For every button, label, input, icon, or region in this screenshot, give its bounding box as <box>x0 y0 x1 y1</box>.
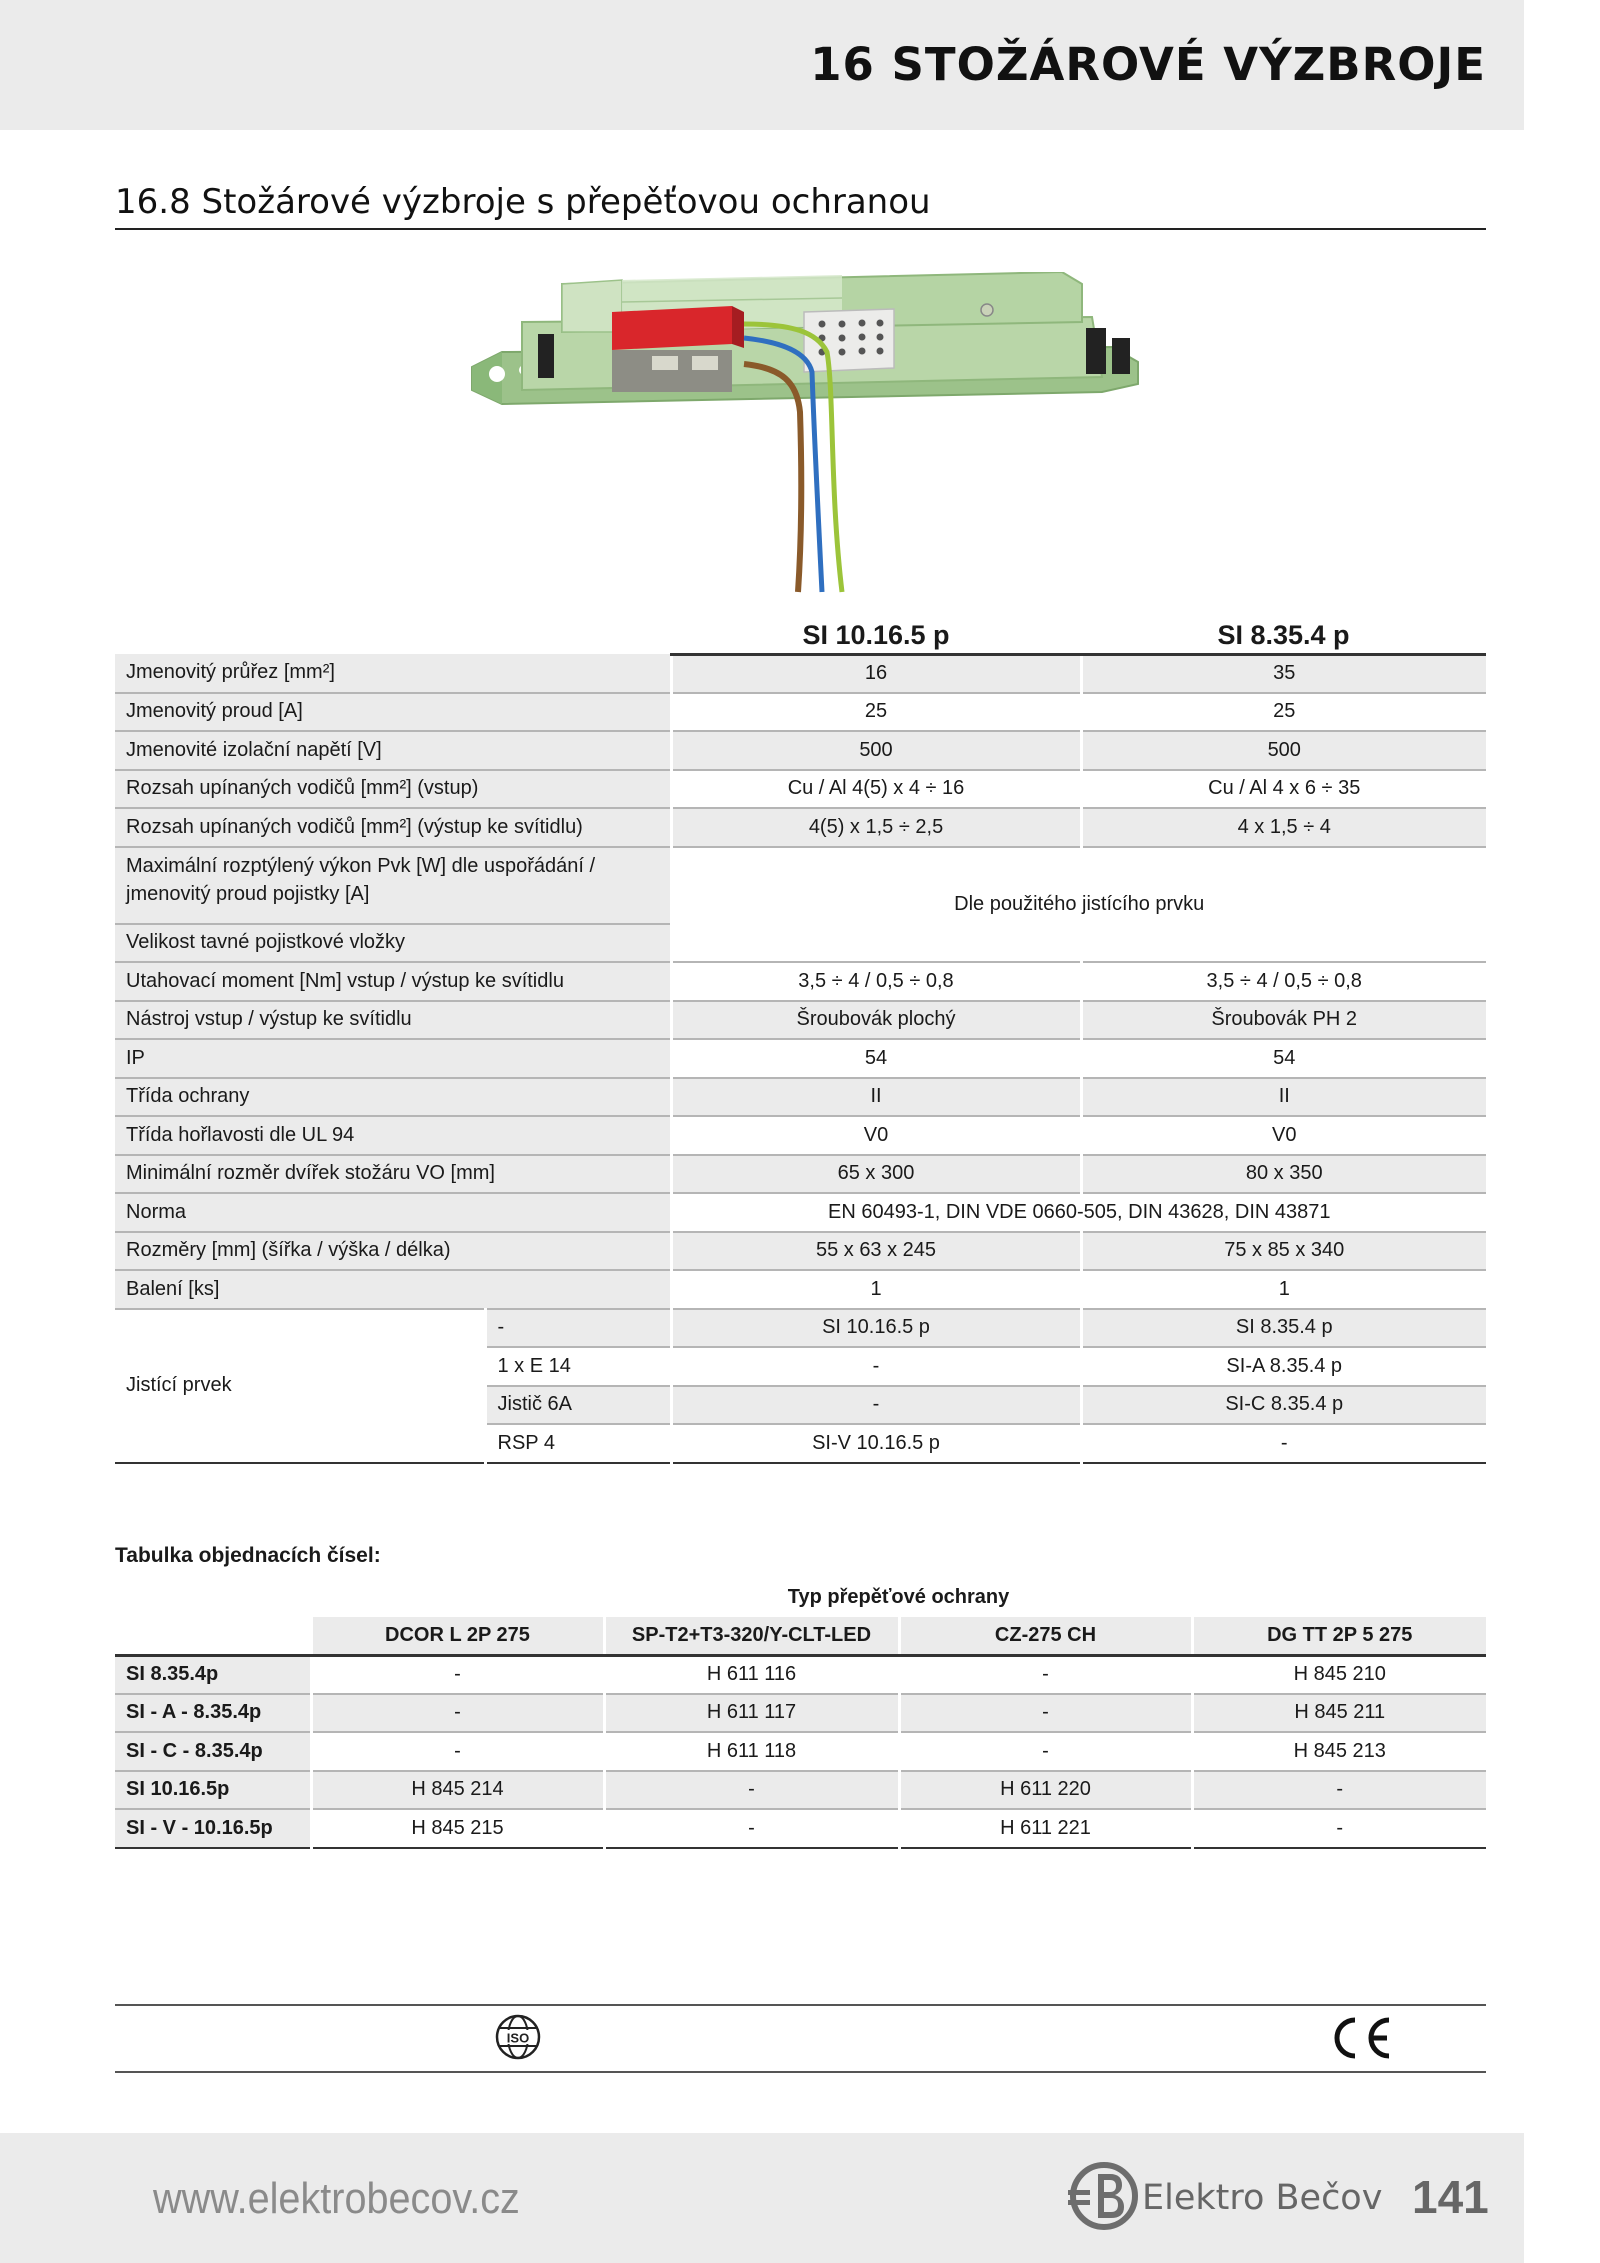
order-header-blank <box>115 1617 311 1656</box>
spec-row <box>115 731 1486 770</box>
order-cell: - <box>311 1694 604 1733</box>
spec-value: 500 <box>671 731 1081 770</box>
spec-merged-value: Dle použitého jistícího prvku <box>671 847 1486 963</box>
spec-label: Třída hořlavosti dle UL 94 <box>115 1116 671 1155</box>
spec-value: SI 8.35.4 p <box>1081 1309 1486 1348</box>
chapter-title: 16 STOŽÁROVÉ VÝZBROJE <box>810 38 1486 91</box>
spec-label: Velikost tavné pojistkové vložky <box>115 924 671 963</box>
order-row <box>115 1771 1486 1810</box>
spec-row <box>115 808 1486 847</box>
spec-value: V0 <box>1081 1116 1486 1155</box>
order-col-header: SP-T2+T3-320/Y-CLT-LED <box>604 1617 899 1656</box>
spec-label: Jmenovitý proud [A] <box>115 693 671 732</box>
spec-row <box>115 770 1486 809</box>
spec-value: 4 x 1,5 ÷ 4 <box>1081 808 1486 847</box>
order-cell: H 845 215 <box>311 1809 604 1848</box>
elektro-becov-logo-icon <box>1068 2160 1140 2232</box>
section-title: 16.8 Stožárové výzbroje s přepěťovou ochranou <box>115 182 931 222</box>
spec-value: 3,5 ÷ 4 / 0,5 ÷ 0,8 <box>1081 962 1486 1001</box>
spec-value: 25 <box>671 693 1081 732</box>
svg-text:ISO: ISO <box>506 2030 530 2046</box>
order-cell: H 611 118 <box>604 1732 899 1771</box>
brand-name: Elektro Bečov <box>1142 2178 1383 2218</box>
order-cell: H 845 214 <box>311 1771 604 1810</box>
spec-header-blank <box>115 612 671 654</box>
spec-label: Rozsah upínaných vodičů [mm²] (výstup ke svítidlu) <box>115 808 671 847</box>
spec-row <box>115 1155 1486 1194</box>
order-cell: - <box>311 1732 604 1771</box>
spec-row <box>115 1039 1486 1078</box>
spec-value: SI 10.16.5 p <box>671 1309 1081 1348</box>
spec-value: II <box>671 1078 1081 1117</box>
order-col-header: DCOR L 2P 275 <box>311 1617 604 1656</box>
page-number: 141 <box>1412 2171 1489 2223</box>
spec-sublabel: Jistič 6A <box>485 1386 671 1425</box>
spec-value: 65 x 300 <box>671 1155 1081 1194</box>
spec-row <box>115 1309 1486 1348</box>
order-row <box>115 1694 1486 1733</box>
spec-value: SI-A 8.35.4 p <box>1081 1347 1486 1386</box>
section-divider <box>115 228 1486 230</box>
spec-value: 1 <box>1081 1270 1486 1309</box>
order-row <box>115 1809 1486 1848</box>
order-cell: H 611 116 <box>604 1655 899 1694</box>
cert-divider-bottom <box>115 2071 1486 2073</box>
order-cell: - <box>899 1694 1192 1733</box>
product-photo <box>462 272 1142 600</box>
spec-merged-value: EN 60493-1, DIN VDE 0660-505, DIN 43628, DIN 43871 <box>671 1193 1486 1232</box>
order-row <box>115 1732 1486 1771</box>
spec-value: 35 <box>1081 654 1486 693</box>
spec-row <box>115 1270 1486 1309</box>
spec-value: SI-C 8.35.4 p <box>1081 1386 1486 1425</box>
order-row <box>115 1655 1486 1694</box>
order-group-blank <box>115 1578 311 1617</box>
spec-value: - <box>671 1386 1081 1425</box>
spec-value: - <box>1081 1424 1486 1463</box>
spec-label: IP <box>115 1039 671 1078</box>
spec-value: 500 <box>1081 731 1486 770</box>
spec-label: Jmenovité izolační napětí [V] <box>115 731 671 770</box>
order-col-header: DG TT 2P 5 275 <box>1192 1617 1486 1656</box>
spec-value: Cu / Al 4(5) x 4 ÷ 16 <box>671 770 1081 809</box>
order-cell: - <box>899 1732 1192 1771</box>
spec-value: 54 <box>671 1039 1081 1078</box>
spec-label: Jmenovitý průřez [mm²] <box>115 654 671 693</box>
spec-label: Balení [ks] <box>115 1270 671 1309</box>
order-cell: H 845 210 <box>1192 1655 1486 1694</box>
spec-value: 54 <box>1081 1039 1486 1078</box>
iso-globe-icon <box>494 2013 542 2061</box>
order-cell: H 845 211 <box>1192 1694 1486 1733</box>
spec-row <box>115 962 1486 1001</box>
order-row-label: SI 10.16.5p <box>115 1771 311 1810</box>
spec-label: Jistící prvek <box>115 1309 485 1463</box>
spec-row <box>115 654 1486 693</box>
spec-value: 1 <box>671 1270 1081 1309</box>
spec-value: SI-V 10.16.5 p <box>671 1424 1081 1463</box>
spec-value: 25 <box>1081 693 1486 732</box>
spec-value: 4(5) x 1,5 ÷ 2,5 <box>671 808 1081 847</box>
spec-table <box>115 612 1486 1464</box>
order-cell: - <box>604 1771 899 1810</box>
spec-value: 75 x 85 x 340 <box>1081 1232 1486 1271</box>
spec-value: 80 x 350 <box>1081 1155 1486 1194</box>
spec-value: 16 <box>671 654 1081 693</box>
order-cell: H 611 220 <box>899 1771 1192 1810</box>
order-cell: - <box>604 1809 899 1848</box>
spec-value: Šroubovák PH 2 <box>1081 1001 1486 1040</box>
spec-row <box>115 1078 1486 1117</box>
spec-row <box>115 1116 1486 1155</box>
order-row-label: SI - C - 8.35.4p <box>115 1732 311 1771</box>
spec-label: Minimální rozměr dvířek stožáru VO [mm] <box>115 1155 671 1194</box>
website-link[interactable]: www.elektrobecov.cz <box>153 2174 520 2223</box>
spec-value: V0 <box>671 1116 1081 1155</box>
order-cell: - <box>1192 1771 1486 1810</box>
spec-row <box>115 693 1486 732</box>
spec-value: Cu / Al 4 x 6 ÷ 35 <box>1081 770 1486 809</box>
spec-sublabel: RSP 4 <box>485 1424 671 1463</box>
spec-sublabel: 1 x E 14 <box>485 1347 671 1386</box>
order-table <box>115 1578 1486 1849</box>
spec-row <box>115 1001 1486 1040</box>
order-cell: H 845 213 <box>1192 1732 1486 1771</box>
spec-row <box>115 847 1486 924</box>
spec-value: - <box>671 1347 1081 1386</box>
order-cell: - <box>899 1655 1192 1694</box>
spec-value: Šroubovák plochý <box>671 1001 1081 1040</box>
order-row-label: SI - A - 8.35.4p <box>115 1694 311 1733</box>
spec-label: Nástroj vstup / výstup ke svítidlu <box>115 1001 671 1040</box>
order-cell: H 611 117 <box>604 1694 899 1733</box>
spec-row <box>115 1232 1486 1271</box>
spec-label: Maximální rozptýlený výkon Pvk [W] dle uspořádání / jmenovitý proud pojistky [A] <box>115 847 671 924</box>
ce-mark-icon <box>1325 2014 1395 2062</box>
spec-label: Třída ochrany <box>115 1078 671 1117</box>
spec-label: Rozměry [mm] (šířka / výška / délka) <box>115 1232 671 1271</box>
order-cell: - <box>311 1655 604 1694</box>
spec-value: II <box>1081 1078 1486 1117</box>
spec-value: 55 x 63 x 245 <box>671 1232 1081 1271</box>
order-cell: - <box>1192 1809 1486 1848</box>
spec-row <box>115 1193 1486 1232</box>
order-table-caption: Tabulka objednacích čísel: <box>115 1544 381 1567</box>
spec-label: Rozsah upínaných vodičů [mm²] (vstup) <box>115 770 671 809</box>
spec-label: Utahovací moment [Nm] vstup / výstup ke svítidlu <box>115 962 671 1001</box>
order-col-header: CZ-275 CH <box>899 1617 1192 1656</box>
spec-label: Norma <box>115 1193 671 1232</box>
spec-col1-header: SI 10.16.5 p <box>671 612 1081 654</box>
order-row-label: SI - V - 10.16.5p <box>115 1809 311 1848</box>
spec-value: 3,5 ÷ 4 / 0,5 ÷ 0,8 <box>671 962 1081 1001</box>
cert-divider-top <box>115 2004 1486 2006</box>
order-row-label: SI 8.35.4p <box>115 1655 311 1694</box>
order-group-header: Typ přepěťové ochrany <box>787 1585 1010 1608</box>
spec-col2-header: SI 8.35.4 p <box>1081 612 1486 654</box>
spec-sublabel: - <box>485 1309 671 1348</box>
order-cell: H 611 221 <box>899 1809 1192 1848</box>
